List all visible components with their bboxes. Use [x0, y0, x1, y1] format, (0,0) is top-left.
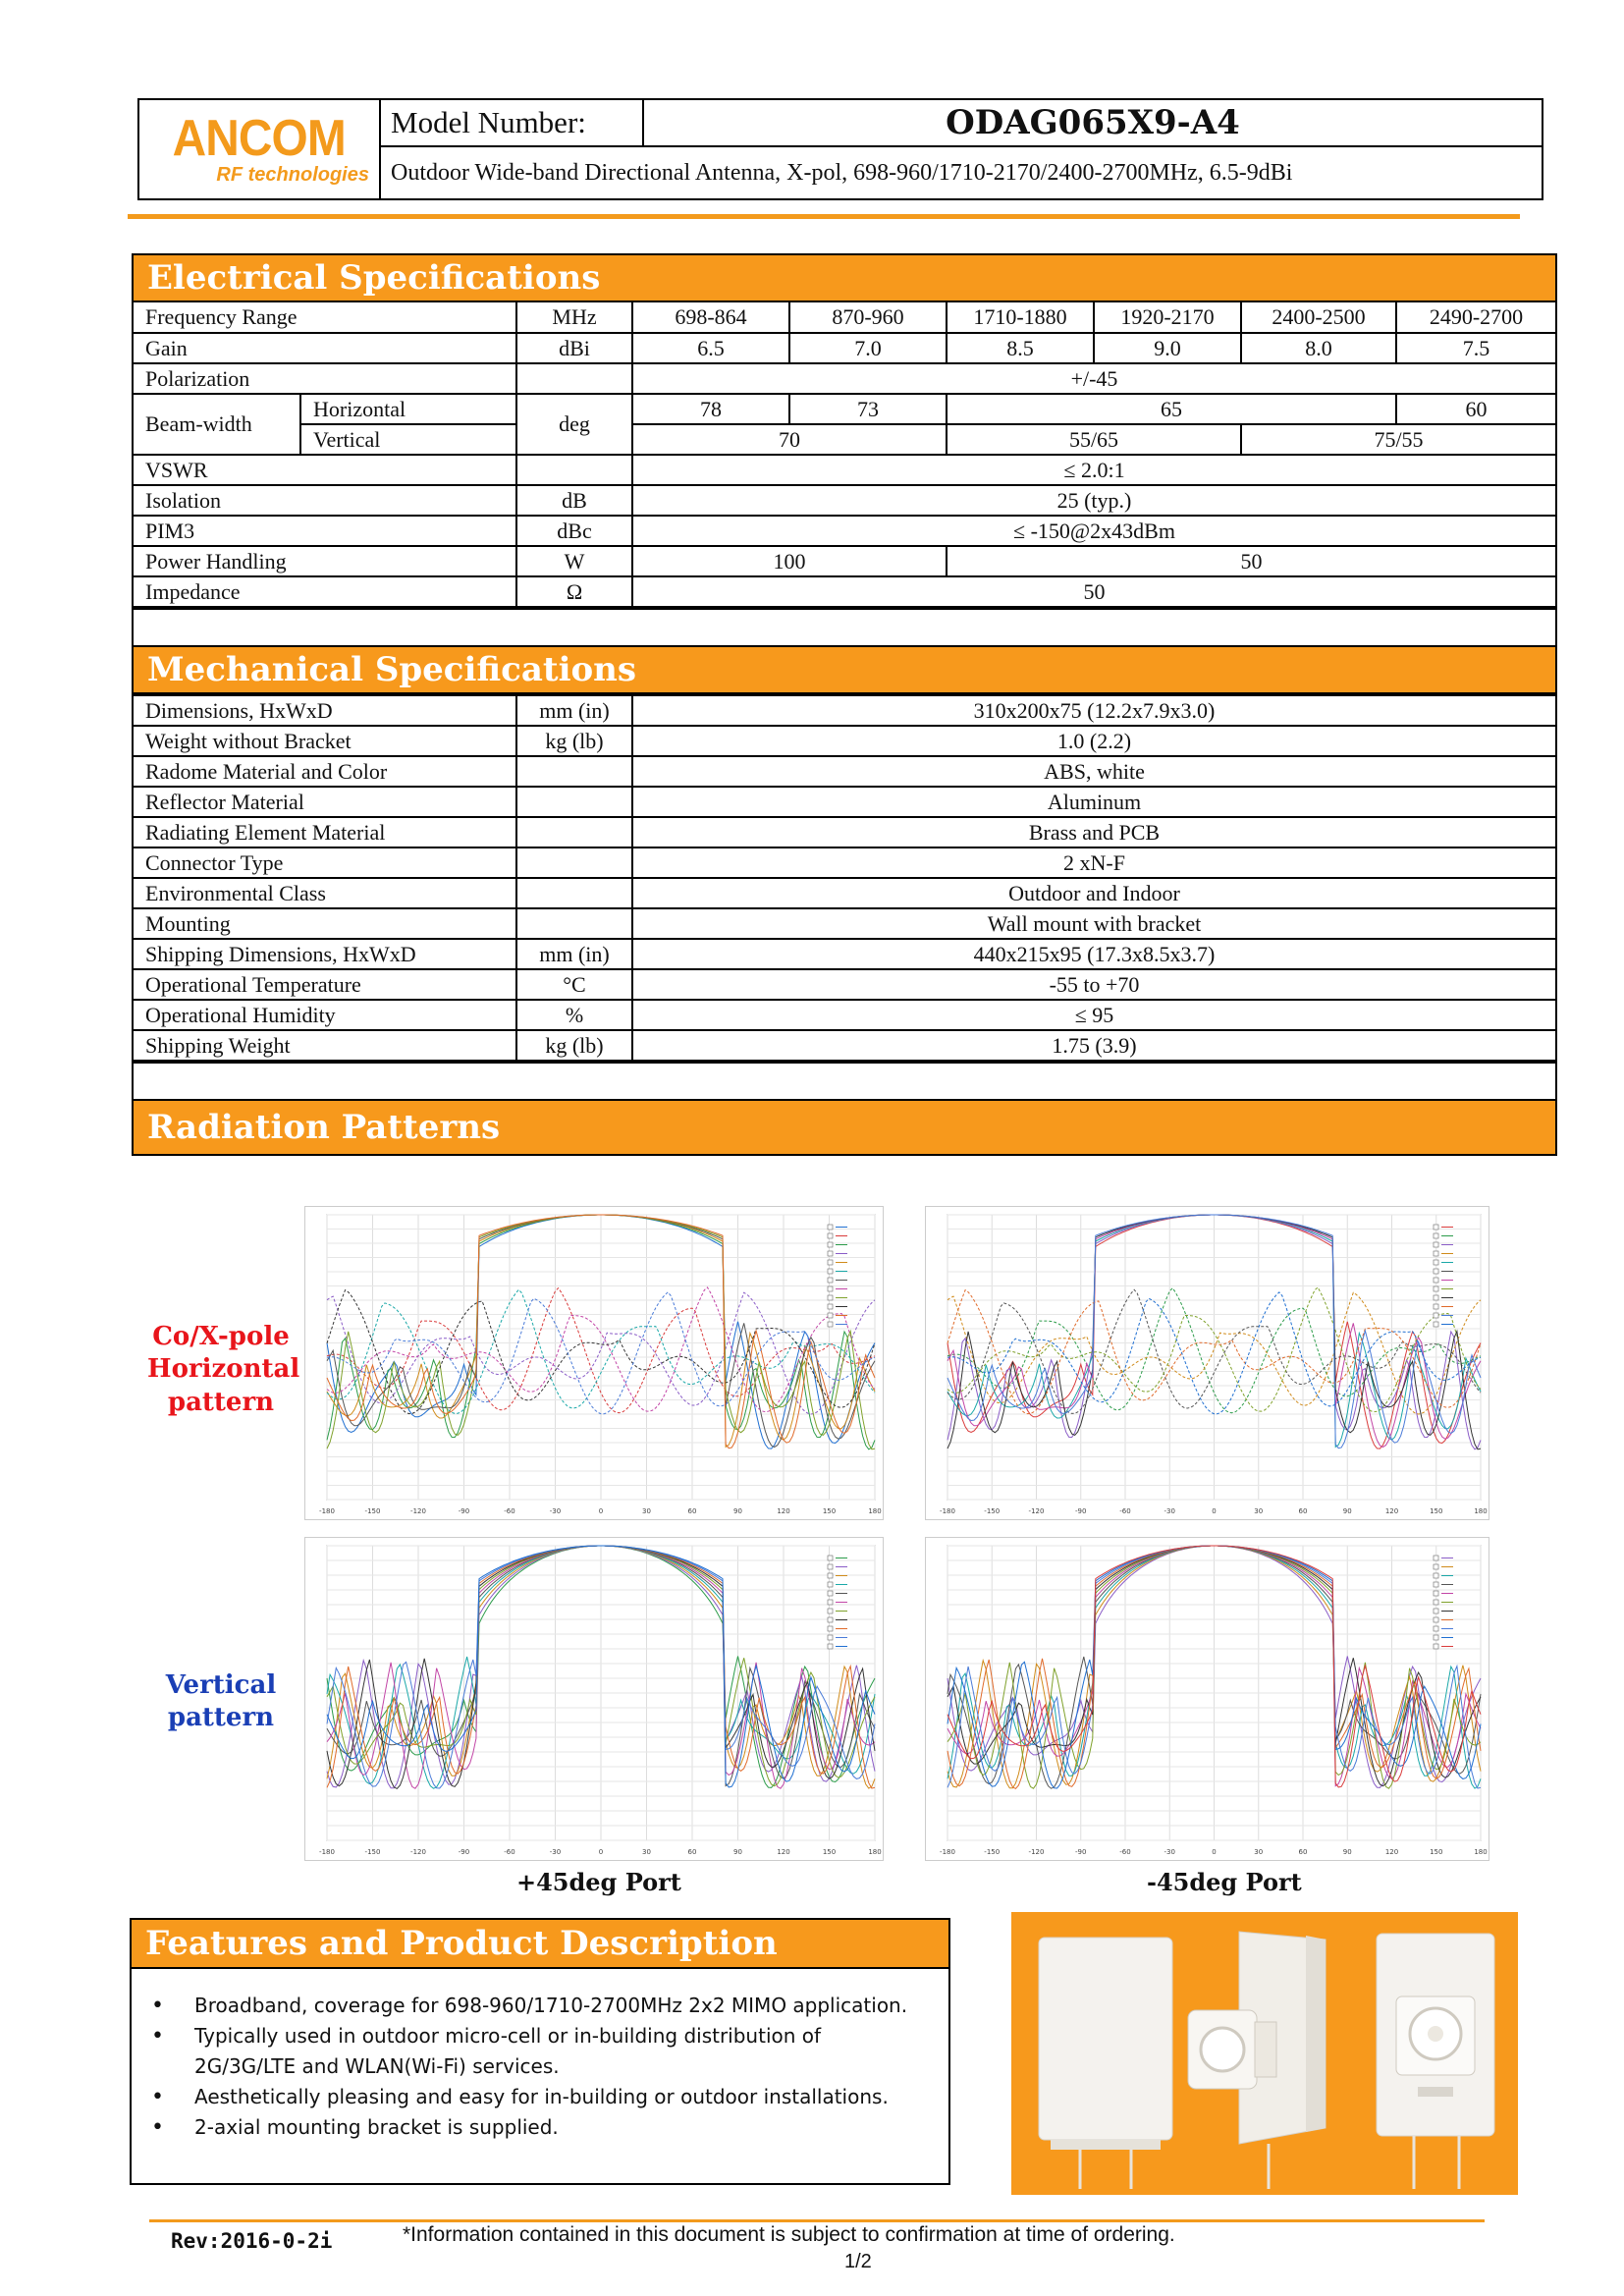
mechanical-value: Wall mount with bracket [632, 908, 1555, 939]
mechanical-title: Mechanical Specifications [134, 647, 1555, 694]
antenna-side-bracket [1188, 1932, 1326, 2189]
x-tick-label: -60 [504, 1507, 515, 1515]
x-tick-label: 150 [1430, 1848, 1443, 1856]
freq-value: 870-960 [789, 302, 947, 333]
pim-unit: dBc [516, 516, 632, 546]
mechanical-value: 310x200x75 (12.2x7.9x3.0) [632, 695, 1555, 726]
label-line: Vertical [165, 1670, 277, 1700]
header-divider [128, 214, 1520, 219]
mechanical-table [134, 694, 1555, 1062]
vswr-label: VSWR [134, 455, 516, 485]
row-vswr [134, 455, 1555, 485]
x-tick-label: 60 [687, 1848, 697, 1856]
specifications-block [132, 253, 1557, 1156]
mechanical-unit: kg (lb) [516, 726, 632, 756]
mechanical-value: ABS, white [632, 756, 1555, 787]
feature-item: • 2-axial mounting bracket is supplied. [145, 2112, 948, 2143]
impedance-unit: Ω [516, 576, 632, 607]
gain-value: 7.5 [1396, 333, 1555, 363]
beam-h-value: 73 [789, 394, 947, 424]
mechanical-label: Operational Humidity [134, 1000, 516, 1030]
freq-value: 1710-1880 [947, 302, 1094, 333]
product-photo [1011, 1912, 1518, 2195]
x-tick-label: 150 [1430, 1507, 1443, 1515]
row-power [134, 546, 1555, 576]
gain-value: 6.5 [632, 333, 789, 363]
mechanical-label: Weight without Bracket [134, 726, 516, 756]
x-tick-label: -90 [1075, 1507, 1087, 1515]
beam-v-value: 55/65 [947, 424, 1241, 455]
x-tick-label: 180 [1474, 1848, 1488, 1856]
beam-v-value: 70 [632, 424, 947, 455]
electrical-title: Electrical Specifications [134, 255, 1555, 302]
mechanical-unit [516, 787, 632, 817]
label-line: Horizontal [147, 1354, 300, 1385]
beam-h-value: 65 [947, 394, 1396, 424]
mechanical-row [134, 756, 1555, 787]
x-tick-label: 120 [1384, 1507, 1399, 1515]
x-tick-label: -120 [1028, 1848, 1045, 1856]
row-pim [134, 516, 1555, 546]
row-frequency [134, 302, 1555, 333]
plot-h-minus45 [925, 1206, 1489, 1520]
power-value: 50 [947, 546, 1555, 576]
label-line: Co/X-pole [152, 1322, 290, 1351]
x-tick-label: 120 [777, 1507, 790, 1515]
mechanical-row [134, 1030, 1555, 1061]
plot-h-plus45 [304, 1206, 884, 1520]
x-tick-label: 120 [777, 1848, 790, 1856]
row-beam-horizontal [134, 394, 1555, 424]
mechanical-unit [516, 756, 632, 787]
x-tick-label: -120 [410, 1507, 426, 1515]
mechanical-row [134, 939, 1555, 969]
impedance-value: 50 [632, 576, 1555, 607]
mechanical-value: 1.0 (2.2) [632, 726, 1555, 756]
x-tick-label: -30 [1164, 1848, 1175, 1856]
mechanical-row [134, 908, 1555, 939]
x-tick-label: 150 [822, 1507, 837, 1515]
row-impedance [134, 576, 1555, 607]
mechanical-unit: °C [516, 969, 632, 1000]
brand-name: ANCOM [172, 110, 347, 167]
beam-label: Beam-width [134, 394, 300, 455]
x-tick-label: 150 [822, 1848, 837, 1856]
mechanical-unit [516, 847, 632, 878]
gain-value: 8.5 [947, 333, 1094, 363]
radiation-title: Radiation Patterns [134, 1101, 1555, 1154]
horizontal-pattern-label [147, 1321, 300, 1419]
x-tick-label: 30 [642, 1507, 651, 1515]
gain-value: 7.0 [789, 333, 947, 363]
mechanical-label: Radome Material and Color [134, 756, 516, 787]
mechanical-value: Outdoor and Indoor [632, 878, 1555, 908]
x-tick-label: -90 [1075, 1848, 1087, 1856]
x-tick-label: -150 [984, 1848, 1001, 1856]
power-value: 100 [632, 546, 947, 576]
features-list [132, 1969, 948, 2143]
x-tick-label: 120 [1384, 1848, 1399, 1856]
x-tick-label: -60 [1119, 1848, 1131, 1856]
isolation-value: 25 (typ.) [632, 485, 1555, 516]
mechanical-label: Mounting [134, 908, 516, 939]
x-tick-label: 30 [642, 1848, 651, 1856]
mechanical-value: 440x215x95 (17.3x8.5x3.7) [632, 939, 1555, 969]
freq-value: 698-864 [632, 302, 789, 333]
mechanical-row [134, 695, 1555, 726]
mechanical-value: Aluminum [632, 787, 1555, 817]
port-plus45-label: +45deg Port [516, 1868, 681, 1896]
freq-value: 2490-2700 [1396, 302, 1555, 333]
impedance-label: Impedance [134, 576, 516, 607]
x-tick-label: -90 [458, 1848, 470, 1856]
pim-label: PIM3 [134, 516, 516, 546]
mechanical-unit [516, 908, 632, 939]
x-tick-label: 0 [1212, 1507, 1217, 1515]
brand-tagline: RF technologies [216, 164, 369, 186]
x-tick-label: -30 [549, 1507, 562, 1515]
x-tick-label: 30 [1254, 1848, 1264, 1856]
mechanical-label: Connector Type [134, 847, 516, 878]
brand-logo [139, 100, 381, 198]
isolation-unit: dB [516, 485, 632, 516]
x-tick-label: -60 [1119, 1507, 1131, 1515]
x-tick-label: -30 [549, 1848, 562, 1856]
antenna-back [1377, 1934, 1494, 2189]
plot-v-plus45 [304, 1537, 884, 1861]
row-polarization [134, 363, 1555, 394]
feature-item: • Broadband, coverage for 698-960/1710-2700MHz 2x2 MIMO application. [145, 1991, 948, 2021]
x-tick-label: 90 [1342, 1507, 1352, 1515]
page-number: 1/2 [844, 2251, 872, 2272]
freq-unit: MHz [516, 302, 632, 333]
x-tick-label: -60 [504, 1848, 515, 1856]
beam-v-label: Vertical [300, 424, 516, 455]
mechanical-value: 1.75 (3.9) [632, 1030, 1555, 1061]
polarization-label: Polarization [134, 363, 516, 394]
mechanical-unit [516, 817, 632, 847]
gain-label: Gain [134, 333, 516, 363]
features-title: Features and Product Description [132, 1920, 948, 1969]
x-tick-label: -150 [984, 1507, 1001, 1515]
isolation-label: Isolation [134, 485, 516, 516]
mechanical-label: Environmental Class [134, 878, 516, 908]
row-gain [134, 333, 1555, 363]
mechanical-label: Radiating Element Material [134, 817, 516, 847]
vertical-pattern-label [147, 1669, 295, 1735]
antenna-front [1039, 1938, 1172, 2189]
disclaimer: *Information contained in this document is subject to confirmation at time of ordering. [403, 2223, 1175, 2246]
mechanical-value: Brass and PCB [632, 817, 1555, 847]
x-tick-label: -150 [364, 1507, 381, 1515]
mechanical-label: Operational Temperature [134, 969, 516, 1000]
mechanical-row [134, 726, 1555, 756]
power-label: Power Handling [134, 546, 516, 576]
mechanical-label: Shipping Dimensions, HxWxD [134, 939, 516, 969]
model-number: ODAG065X9-A4 [946, 103, 1240, 142]
electrical-table [134, 302, 1555, 608]
beam-h-label: Horizontal [300, 394, 516, 424]
x-tick-label: -120 [1028, 1507, 1045, 1515]
x-tick-label: 90 [733, 1848, 742, 1856]
mechanical-unit: % [516, 1000, 632, 1030]
label-line: pattern [167, 1703, 275, 1733]
feature-item-continued: 2G/3G/LTE and WLAN(Wi-Fi) services. [194, 2054, 560, 2078]
x-tick-label: -180 [319, 1848, 335, 1856]
x-tick-label: 0 [598, 1848, 604, 1856]
beam-unit: deg [516, 394, 632, 455]
mechanical-unit: mm (in) [516, 939, 632, 969]
mechanical-value: -55 to +70 [632, 969, 1555, 1000]
features-box [130, 1918, 950, 2185]
feature-item: • Typically used in outdoor micro-cell or in-building distribution of [145, 2021, 948, 2051]
x-tick-label: 60 [1298, 1848, 1308, 1856]
plot-v-minus45 [925, 1537, 1489, 1861]
gain-unit: dBi [516, 333, 632, 363]
x-tick-label: 30 [1254, 1507, 1264, 1515]
x-tick-label: 60 [687, 1507, 697, 1515]
x-tick-label: -180 [940, 1507, 955, 1515]
x-tick-label: 0 [598, 1507, 604, 1515]
x-tick-label: 60 [1298, 1507, 1308, 1515]
freq-value: 1920-2170 [1094, 302, 1241, 333]
product-description: Outdoor Wide-band Directional Antenna, X-pol, 698-960/1710-2170/2400-2700MHz, 6.5-9dBi [391, 159, 1293, 186]
mechanical-row [134, 969, 1555, 1000]
mechanical-unit: kg (lb) [516, 1030, 632, 1061]
x-tick-label: 180 [1474, 1507, 1488, 1515]
mechanical-unit [516, 878, 632, 908]
pim-value: ≤ -150@2x43dBm [632, 516, 1555, 546]
x-tick-label: 90 [1342, 1848, 1352, 1856]
row-isolation [134, 485, 1555, 516]
beam-h-value: 78 [632, 394, 789, 424]
port-minus45-label: -45deg Port [1147, 1868, 1302, 1896]
x-tick-label: -180 [940, 1848, 955, 1856]
vswr-value: ≤ 2.0:1 [632, 455, 1555, 485]
mechanical-row [134, 878, 1555, 908]
row-beam-vertical [134, 424, 1555, 455]
freq-value: 2400-2500 [1241, 302, 1396, 333]
gain-value: 8.0 [1241, 333, 1396, 363]
mechanical-unit: mm (in) [516, 695, 632, 726]
revision: Rev:2016-0-2i [171, 2229, 333, 2253]
mechanical-row [134, 787, 1555, 817]
freq-label: Frequency Range [134, 302, 516, 333]
x-tick-label: -180 [319, 1507, 335, 1515]
x-tick-label: 0 [1212, 1848, 1217, 1856]
mechanical-value: 2 xN-F [632, 847, 1555, 878]
polarization-value: +/-45 [632, 363, 1555, 394]
mechanical-value: ≤ 95 [632, 1000, 1555, 1030]
x-tick-label: -30 [1164, 1507, 1175, 1515]
x-tick-label: -150 [364, 1848, 381, 1856]
mechanical-row [134, 847, 1555, 878]
x-tick-label: 180 [868, 1507, 882, 1515]
model-label: Model Number: [381, 100, 644, 145]
footer-divider [149, 2219, 1485, 2222]
label-line: pattern [167, 1387, 275, 1417]
feature-item: • Aesthetically pleasing and easy for in-building or outdoor installations. [145, 2082, 948, 2112]
gain-value: 9.0 [1094, 333, 1241, 363]
mechanical-label: Reflector Material [134, 787, 516, 817]
document-header [137, 98, 1543, 200]
mechanical-label: Dimensions, HxWxD [134, 695, 516, 726]
power-unit: W [516, 546, 632, 576]
x-tick-label: -90 [458, 1507, 470, 1515]
beam-h-value: 60 [1396, 394, 1555, 424]
mechanical-label: Shipping Weight [134, 1030, 516, 1061]
x-tick-label: 180 [868, 1848, 882, 1856]
mechanical-row [134, 1000, 1555, 1030]
x-tick-label: 90 [733, 1507, 742, 1515]
x-tick-label: -120 [410, 1848, 426, 1856]
mechanical-row [134, 817, 1555, 847]
beam-v-value: 75/55 [1241, 424, 1555, 455]
